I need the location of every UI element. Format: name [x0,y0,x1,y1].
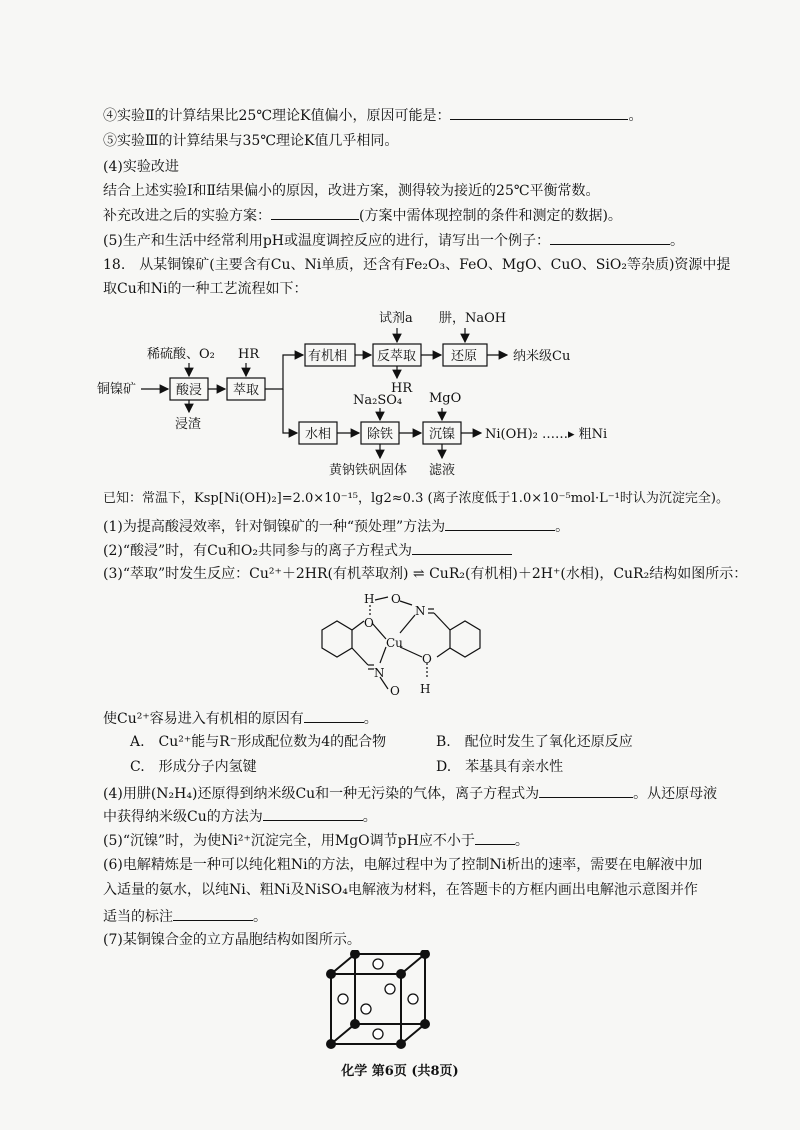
section-heading: (4)实验改进 [103,159,179,175]
question-4: (4)用肼(N₂H₄)还原得到纳米级Cu和一种无污染的气体，离子方程式为 。从还原母液 [103,783,717,803]
question-7: (7)某铜镍合金的立方晶胞结构如图所示。 [103,932,361,948]
cur2-structure-diagram [300,585,500,700]
answer-blank[interactable] [550,230,670,245]
text-line: 补充改进之后的实验方案： (方案中需体现控制的条件和测定的数据)。 [103,205,622,225]
answer-blank[interactable] [263,806,363,821]
atom-o: O [390,684,400,698]
text-line: ④实验Ⅱ的计算结果比25℃理论K值偏小，原因可能是： 。 [103,105,642,125]
text-line: ⑤实验Ⅲ的计算结果与35℃理论K值几乎相同。 [103,133,399,149]
question-4-cont: 中获得纳米级Cu的方法为 。 [103,806,377,826]
benzene-ring-left [322,621,352,657]
label-remove-fe: 除铁 [367,427,394,442]
label-acid-leach: 酸浸 [176,383,203,398]
label-acid-input: 稀硫酸、O₂ [147,347,215,362]
option-a[interactable]: A. Cu²⁺能与R⁻形成配位数为4的配合物 [130,734,387,750]
answer-blank[interactable] [445,516,555,531]
atom-cu: Cu [386,636,403,650]
atom-n: N [415,604,426,618]
label-filtrate: 滤液 [429,463,456,478]
text-line: (5)生产和生活中经常利用pH或温度调控反应的进行，请写出一个例子： 。 [103,230,684,250]
answer-blank[interactable] [475,830,515,845]
question-6-cont: 入适量的氨水，以纯Ni、粗Ni及NiSO₄电解液为材料，在答题卡的方框内画出电解池示意图并作 [103,882,698,898]
question-5: (5)“沉镍”时，为使Ni²⁺沉淀完全，用MgO调节pH应不小于 。 [103,830,529,850]
label-back-extract: 反萃取 [377,349,417,364]
atom-o: O [391,592,401,606]
label-reagent-a: 试剂a [379,311,413,326]
label-na2so4: Na₂SO₄ [353,393,403,408]
label-precip-ni: 沉镍 [429,427,456,442]
text-line: 取Cu和Ni的一种工艺流程如下： [103,281,308,297]
answer-blank[interactable] [539,783,633,798]
question-3-prompt: 使Cu²⁺容易进入有机相的原因有 。 [103,708,378,728]
label-mgo: MgO [429,391,462,406]
label-residue: 浸渣 [175,417,202,432]
answer-blank[interactable] [412,540,512,555]
label-jarosite: 黄钠铁矾固体 [329,463,408,478]
answer-blank[interactable] [450,105,628,120]
label-reduce: 还原 [451,349,478,364]
unit-cell-diagram [325,950,435,1050]
option-b[interactable]: B. 配位时发生了氧化还原反应 [436,734,633,750]
label-extract: 萃取 [233,383,260,398]
atom-o: O [364,616,374,630]
option-c[interactable]: C. 形成分子内氢键 [130,759,257,775]
text-line: 结合上述实验Ⅰ和Ⅱ结果偏小的原因，改进方案，测得较为接近的25℃平衡常数。 [103,183,600,199]
label-ore: 铜镍矿 [97,382,137,397]
label-aqueous: 水相 [305,427,332,442]
label-hr-input: HR [238,347,260,362]
atom-h: H [364,592,375,606]
known-info: 已知：常温下，Ksp[Ni(OH)₂]=2.0×10⁻¹⁵，lg2≈0.3 (离子浓度低于1.0×10⁻⁵mol·L⁻¹时认为沉淀完全)。 [103,491,729,506]
question-6: (6)电解精炼是一种可以纯化粗Ni的方法，电解过程中为了控制Ni析出的速率，需要在电解液中加 [103,857,703,873]
question-3: (3)“萃取”时发生反应：Cu²⁺＋2HR(有机萃取剂) ⇌ CuR₂(有机相)＋2H⁺(水相)，CuR₂结构如图所示： [103,566,748,582]
label-organic: 有机相 [308,349,348,364]
benzene-ring-right [450,621,480,657]
atom-n: N [374,666,385,680]
question-2: (2)“酸浸”时，有Cu和O₂共同参与的离子方程式为 [103,540,512,560]
label-nioh2: Ni(OH)₂ ……▸ 粗Ni [485,427,608,442]
option-d[interactable]: D. 苯基具有亲水性 [436,759,564,775]
atom-h: H [420,682,431,696]
question-18-intro: 18. 从某铜镍矿(主要含有Cu、Ni单质，还含有Fe₂O₃、FeO、MgO、CuO、SiO₂等杂质)资源中提 [103,257,731,273]
question-1: (1)为提高酸浸效率，针对铜镍矿的一种“预处理”方法为 。 [103,516,569,536]
page-footer: 化学 第6页 (共8页) [341,1064,459,1079]
label-nano-cu: 纳米级Cu [513,349,571,364]
label-hr-output: HR [391,381,413,396]
atom-o: O [422,652,432,666]
answer-blank[interactable] [304,708,364,723]
answer-blank[interactable] [173,906,253,921]
answer-blank[interactable] [271,205,359,220]
question-6-cont: 适当的标注 。 [103,906,267,926]
process-flow-chart [95,300,735,485]
label-hydrazine: 肼，NaOH [439,311,507,326]
